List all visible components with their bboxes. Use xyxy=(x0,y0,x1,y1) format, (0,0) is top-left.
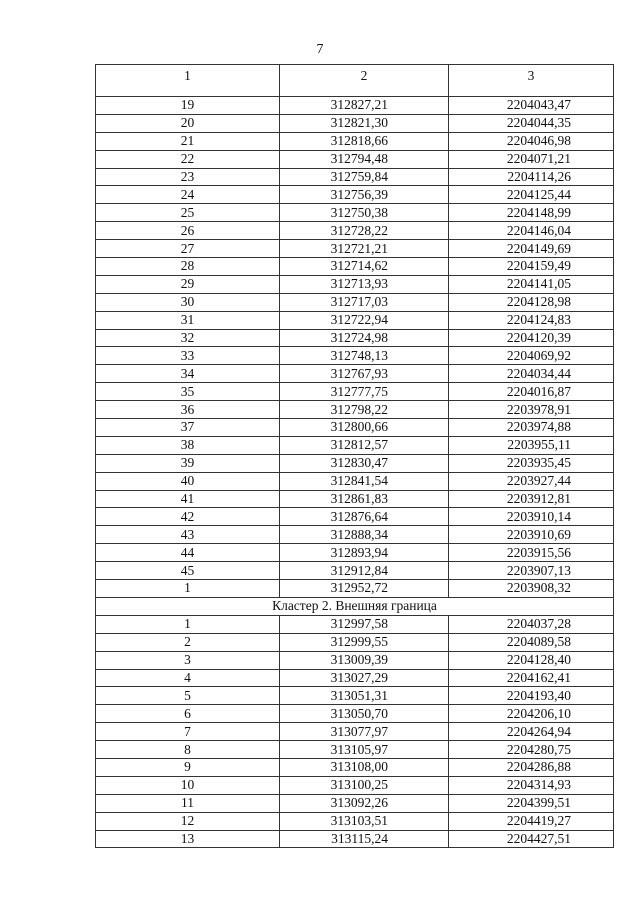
table-header xyxy=(96,65,614,97)
x-coordinate-cell: 312750,38 xyxy=(280,204,449,222)
x-coordinate-cell: 312893,94 xyxy=(280,544,449,562)
y-coordinate-cell: 2204069,92 xyxy=(449,347,614,365)
table-row xyxy=(96,687,614,705)
table-row xyxy=(96,812,614,830)
x-coordinate-cell: 313092,26 xyxy=(280,794,449,812)
point-number-cell: 2 xyxy=(96,633,280,651)
y-coordinate-cell: 2203974,88 xyxy=(449,419,614,437)
y-coordinate-cell: 2204427,51 xyxy=(449,830,614,848)
x-coordinate-cell: 312818,66 xyxy=(280,132,449,150)
point-number-cell: 8 xyxy=(96,741,280,759)
x-coordinate-cell: 312841,54 xyxy=(280,472,449,490)
y-coordinate-cell: 2204193,40 xyxy=(449,687,614,705)
x-coordinate-cell: 312798,22 xyxy=(280,401,449,419)
table-row xyxy=(96,830,614,848)
point-number-cell: 20 xyxy=(96,114,280,132)
y-coordinate-cell: 2203907,13 xyxy=(449,562,614,580)
point-number-cell: 35 xyxy=(96,383,280,401)
table-row xyxy=(96,490,614,508)
point-number-cell: 23 xyxy=(96,168,280,186)
y-coordinate-cell: 2204046,98 xyxy=(449,132,614,150)
column-header-x: 2 xyxy=(280,65,449,97)
table-row xyxy=(96,150,614,168)
point-number-cell: 1 xyxy=(96,580,280,598)
table-row xyxy=(96,293,614,311)
point-number-cell: 41 xyxy=(96,490,280,508)
point-number-cell: 26 xyxy=(96,222,280,240)
y-coordinate-cell: 2204128,40 xyxy=(449,651,614,669)
point-number-cell: 12 xyxy=(96,812,280,830)
y-coordinate-cell: 2204120,39 xyxy=(449,329,614,347)
point-number-cell: 34 xyxy=(96,365,280,383)
x-coordinate-cell: 312830,47 xyxy=(280,454,449,472)
point-number-cell: 9 xyxy=(96,758,280,776)
x-coordinate-cell: 312827,21 xyxy=(280,97,449,115)
y-coordinate-cell: 2203955,11 xyxy=(449,436,614,454)
x-coordinate-cell: 312759,84 xyxy=(280,168,449,186)
x-coordinate-cell: 312997,58 xyxy=(280,615,449,633)
x-coordinate-cell: 312999,55 xyxy=(280,633,449,651)
y-coordinate-cell: 2204148,99 xyxy=(449,204,614,222)
point-number-cell: 38 xyxy=(96,436,280,454)
point-number-cell: 44 xyxy=(96,544,280,562)
point-number-cell: 11 xyxy=(96,794,280,812)
x-coordinate-cell: 312724,98 xyxy=(280,329,449,347)
point-number-cell: 22 xyxy=(96,150,280,168)
x-coordinate-cell: 312812,57 xyxy=(280,436,449,454)
x-coordinate-cell: 312748,13 xyxy=(280,347,449,365)
table-row xyxy=(96,454,614,472)
point-number-cell: 36 xyxy=(96,401,280,419)
table-row xyxy=(96,794,614,812)
table-row xyxy=(96,383,614,401)
x-coordinate-cell: 313103,51 xyxy=(280,812,449,830)
table-row xyxy=(96,633,614,651)
y-coordinate-cell: 2204124,83 xyxy=(449,311,614,329)
point-number-cell: 37 xyxy=(96,419,280,437)
x-coordinate-cell: 312722,94 xyxy=(280,311,449,329)
table-row xyxy=(96,508,614,526)
y-coordinate-cell: 2203908,32 xyxy=(449,580,614,598)
point-number-cell: 27 xyxy=(96,240,280,258)
y-coordinate-cell: 2204162,41 xyxy=(449,669,614,687)
point-number-cell: 25 xyxy=(96,204,280,222)
y-coordinate-cell: 2204037,28 xyxy=(449,615,614,633)
point-number-cell: 33 xyxy=(96,347,280,365)
point-number-cell: 42 xyxy=(96,508,280,526)
x-coordinate-cell: 313027,29 xyxy=(280,669,449,687)
table-row xyxy=(96,580,614,598)
table-row xyxy=(96,544,614,562)
x-coordinate-cell: 313115,24 xyxy=(280,830,449,848)
point-number-cell: 24 xyxy=(96,186,280,204)
table-row xyxy=(96,311,614,329)
table-row xyxy=(96,472,614,490)
y-coordinate-cell: 2204280,75 xyxy=(449,741,614,759)
y-coordinate-cell: 2204146,04 xyxy=(449,222,614,240)
y-coordinate-cell: 2204128,98 xyxy=(449,293,614,311)
table-row xyxy=(96,669,614,687)
point-number-cell: 28 xyxy=(96,258,280,276)
point-number-cell: 13 xyxy=(96,830,280,848)
point-number-cell: 1 xyxy=(96,615,280,633)
y-coordinate-cell: 2204043,47 xyxy=(449,97,614,115)
point-number-cell: 6 xyxy=(96,705,280,723)
x-coordinate-cell: 312952,72 xyxy=(280,580,449,598)
x-coordinate-cell: 312876,64 xyxy=(280,508,449,526)
point-number-cell: 21 xyxy=(96,132,280,150)
header-row xyxy=(96,65,614,97)
table-row xyxy=(96,436,614,454)
y-coordinate-cell: 2204071,21 xyxy=(449,150,614,168)
y-coordinate-cell: 2203978,91 xyxy=(449,401,614,419)
x-coordinate-cell: 312721,21 xyxy=(280,240,449,258)
y-coordinate-cell: 2203912,81 xyxy=(449,490,614,508)
section-row xyxy=(96,597,614,615)
point-number-cell: 19 xyxy=(96,97,280,115)
table-row xyxy=(96,615,614,633)
table-row xyxy=(96,114,614,132)
x-coordinate-cell: 313050,70 xyxy=(280,705,449,723)
x-coordinate-cell: 313051,31 xyxy=(280,687,449,705)
table-row xyxy=(96,651,614,669)
x-coordinate-cell: 312713,93 xyxy=(280,275,449,293)
point-number-cell: 30 xyxy=(96,293,280,311)
point-number-cell: 39 xyxy=(96,454,280,472)
point-number-cell: 32 xyxy=(96,329,280,347)
x-coordinate-cell: 312794,48 xyxy=(280,150,449,168)
point-number-cell: 4 xyxy=(96,669,280,687)
table-row xyxy=(96,562,614,580)
point-number-cell: 45 xyxy=(96,562,280,580)
y-coordinate-cell: 2204089,58 xyxy=(449,633,614,651)
table-row xyxy=(96,401,614,419)
table-row xyxy=(96,365,614,383)
table-row xyxy=(96,222,614,240)
section-title: Кластер 2. Внешняя граница xyxy=(96,597,614,615)
y-coordinate-cell: 2203915,56 xyxy=(449,544,614,562)
table-row xyxy=(96,705,614,723)
y-coordinate-cell: 2203935,45 xyxy=(449,454,614,472)
table-row xyxy=(96,329,614,347)
y-coordinate-cell: 2204034,44 xyxy=(449,365,614,383)
table-row xyxy=(96,526,614,544)
y-coordinate-cell: 2204419,27 xyxy=(449,812,614,830)
y-coordinate-cell: 2204044,35 xyxy=(449,114,614,132)
x-coordinate-cell: 312912,84 xyxy=(280,562,449,580)
table-row xyxy=(96,758,614,776)
x-coordinate-cell: 313100,25 xyxy=(280,776,449,794)
table-row xyxy=(96,97,614,115)
column-header-point-number: 1 xyxy=(96,65,280,97)
page-number: 7 xyxy=(316,42,324,57)
point-number-cell: 31 xyxy=(96,311,280,329)
x-coordinate-cell: 312861,83 xyxy=(280,490,449,508)
y-coordinate-cell: 2203910,14 xyxy=(449,508,614,526)
y-coordinate-cell: 2204206,10 xyxy=(449,705,614,723)
point-number-cell: 10 xyxy=(96,776,280,794)
x-coordinate-cell: 312888,34 xyxy=(280,526,449,544)
point-number-cell: 3 xyxy=(96,651,280,669)
x-coordinate-cell: 313077,97 xyxy=(280,723,449,741)
x-coordinate-cell: 312767,93 xyxy=(280,365,449,383)
point-number-cell: 29 xyxy=(96,275,280,293)
x-coordinate-cell: 312728,22 xyxy=(280,222,449,240)
table-row xyxy=(96,776,614,794)
y-coordinate-cell: 2204264,94 xyxy=(449,723,614,741)
point-number-cell: 43 xyxy=(96,526,280,544)
x-coordinate-cell: 312800,66 xyxy=(280,419,449,437)
table-row xyxy=(96,240,614,258)
y-coordinate-cell: 2204114,26 xyxy=(449,168,614,186)
y-coordinate-cell: 2203910,69 xyxy=(449,526,614,544)
x-coordinate-cell: 313108,00 xyxy=(280,758,449,776)
y-coordinate-cell: 2204159,49 xyxy=(449,258,614,276)
point-number-cell: 7 xyxy=(96,723,280,741)
point-number-cell: 5 xyxy=(96,687,280,705)
table-row xyxy=(96,723,614,741)
table-row xyxy=(96,132,614,150)
y-coordinate-cell: 2204141,05 xyxy=(449,275,614,293)
x-coordinate-cell: 312717,03 xyxy=(280,293,449,311)
x-coordinate-cell: 312821,30 xyxy=(280,114,449,132)
column-header-y: 3 xyxy=(449,65,614,97)
x-coordinate-cell: 313105,97 xyxy=(280,741,449,759)
point-number-cell: 40 xyxy=(96,472,280,490)
table-row xyxy=(96,419,614,437)
y-coordinate-cell: 2204125,44 xyxy=(449,186,614,204)
table-body xyxy=(96,97,614,848)
y-coordinate-cell: 2203927,44 xyxy=(449,472,614,490)
table-row xyxy=(96,168,614,186)
table-row xyxy=(96,204,614,222)
y-coordinate-cell: 2204286,88 xyxy=(449,758,614,776)
y-coordinate-cell: 2204399,51 xyxy=(449,794,614,812)
table-row xyxy=(96,258,614,276)
y-coordinate-cell: 2204314,93 xyxy=(449,776,614,794)
y-coordinate-cell: 2204149,69 xyxy=(449,240,614,258)
x-coordinate-cell: 312777,75 xyxy=(280,383,449,401)
y-coordinate-cell: 2204016,87 xyxy=(449,383,614,401)
table-row xyxy=(96,275,614,293)
table-row xyxy=(96,186,614,204)
table-row xyxy=(96,347,614,365)
table-row xyxy=(96,741,614,759)
x-coordinate-cell: 312756,39 xyxy=(280,186,449,204)
x-coordinate-cell: 313009,39 xyxy=(280,651,449,669)
x-coordinate-cell: 312714,62 xyxy=(280,258,449,276)
coordinates-table xyxy=(95,64,614,848)
